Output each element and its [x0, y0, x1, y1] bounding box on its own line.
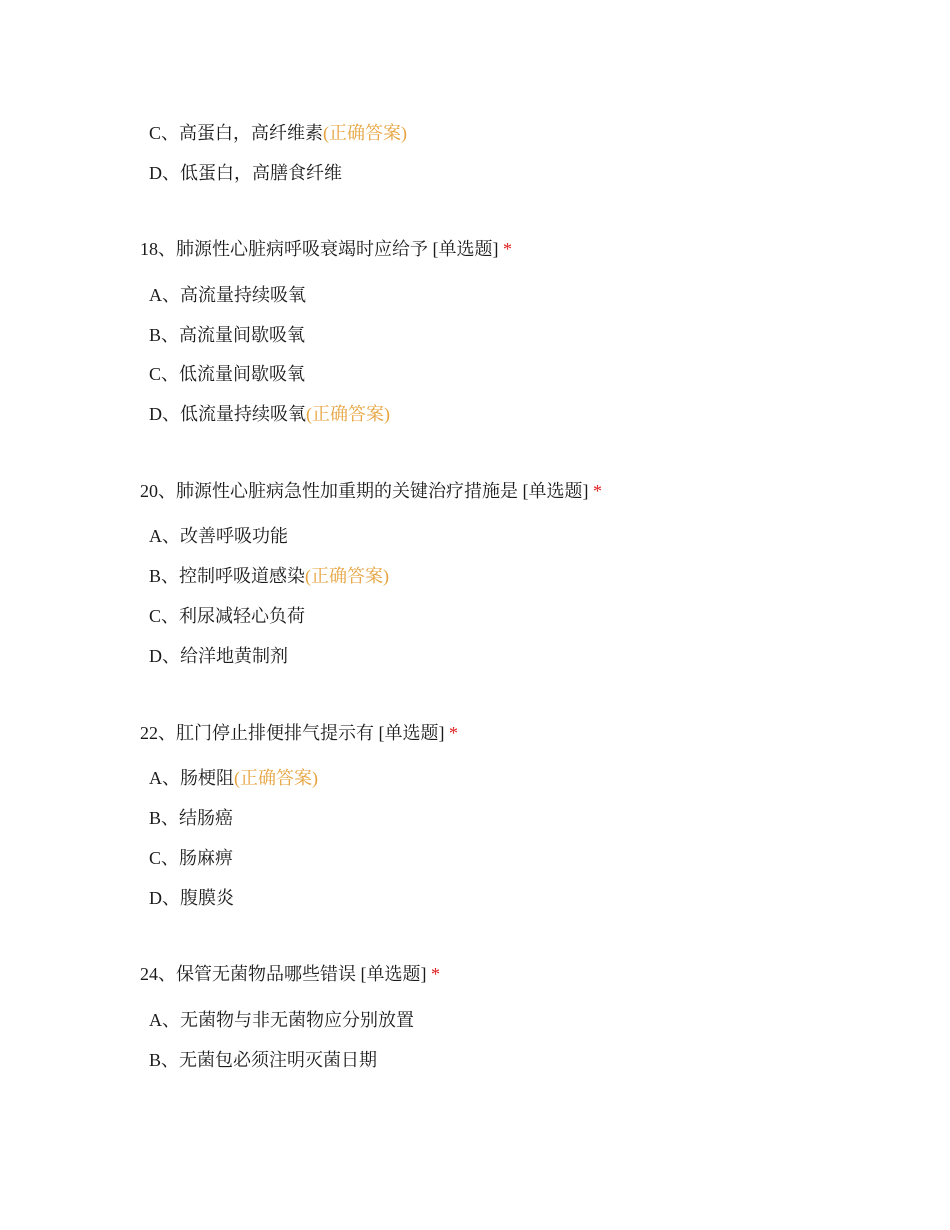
option-item: [149, 323, 305, 347]
required-mark: *: [503, 239, 512, 259]
option-item: [149, 161, 342, 185]
question-text: 18、肺源性心脏病呼吸衰竭时应给予 [单选题]: [140, 239, 499, 259]
option-item: [149, 402, 390, 426]
correct-answer-mark: (正确答案): [234, 768, 318, 788]
option-text: B、高流量间歇吸氧: [149, 325, 306, 345]
question-text: 22、肛门停止排便排气提示有 [单选题]: [140, 723, 445, 743]
option-text: A、无菌物与非无菌物应分别放置: [149, 1010, 414, 1030]
option-text: B、控制呼吸道感染: [149, 566, 306, 586]
option-item: [149, 283, 306, 307]
correct-answer-mark: (正确答案): [305, 566, 390, 586]
option-text: D、低流量持续吸氧: [149, 404, 306, 424]
option-text: A、改善呼吸功能: [149, 526, 288, 546]
option-text: C、肠麻痹: [149, 848, 234, 868]
option-item: [149, 806, 233, 830]
option-item: [149, 121, 407, 145]
option-item: [149, 766, 318, 790]
option-text: B、结肠癌: [149, 808, 234, 828]
option-text: C、高蛋白，高纤维素: [149, 123, 324, 143]
option-item: [149, 564, 389, 588]
required-mark: *: [449, 723, 458, 743]
option-item: [149, 886, 234, 910]
question-text: 24、保管无菌物品哪些错误 [单选题]: [140, 964, 427, 984]
correct-answer-mark: (正确答案): [323, 123, 408, 143]
option-item: [149, 846, 233, 870]
option-text: A、肠梗阻: [149, 768, 234, 788]
option-item: [149, 1008, 414, 1032]
question-title: [140, 479, 602, 503]
question-title: [140, 237, 512, 261]
question-title: [140, 721, 458, 745]
option-text: D、腹膜炎: [149, 888, 234, 908]
option-item: [149, 524, 288, 548]
option-item: [149, 1048, 377, 1072]
option-text: C、低流量间歇吸氧: [149, 364, 306, 384]
option-item: [149, 604, 305, 628]
option-item: [149, 362, 305, 386]
option-item: [149, 644, 288, 668]
required-mark: *: [593, 481, 602, 501]
question-text: 20、肺源性心脏病急性加重期的关键治疗措施是 [单选题]: [140, 481, 589, 501]
option-text: D、给洋地黄制剂: [149, 646, 288, 666]
option-text: C、利尿减轻心负荷: [149, 606, 306, 626]
required-mark: *: [431, 964, 440, 984]
question-title: [140, 962, 440, 986]
option-text: A、高流量持续吸氧: [149, 285, 306, 305]
option-text: D、低蛋白，高膳食纤维: [149, 163, 342, 183]
option-text: B、无菌包必须注明灭菌日期: [149, 1050, 378, 1070]
correct-answer-mark: (正确答案): [306, 404, 390, 424]
